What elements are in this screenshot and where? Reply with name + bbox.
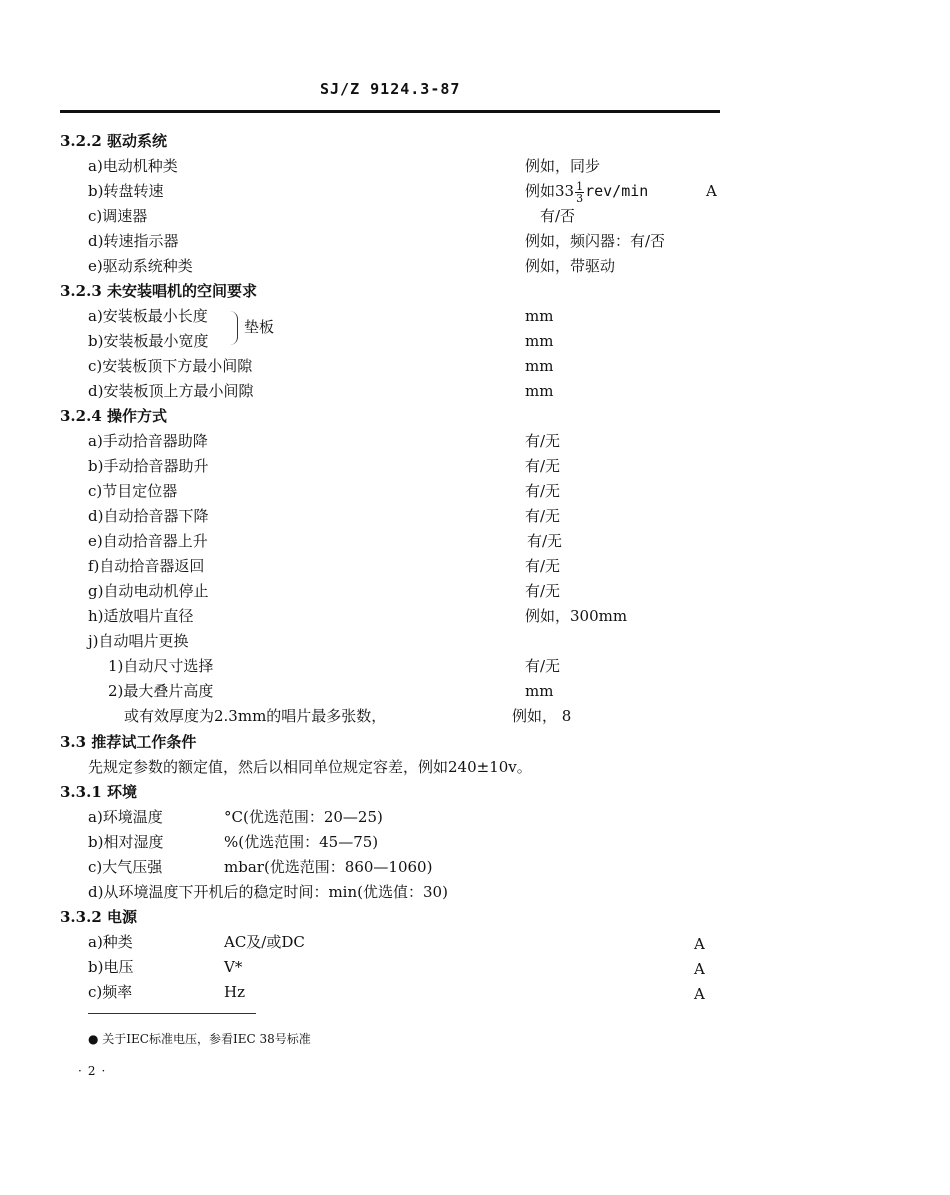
page-header: SJ/Z 9124.3-87 — [320, 80, 461, 98]
item-value: mm — [525, 357, 554, 375]
item-label: c)频率 — [88, 983, 133, 1001]
item-label: e)驱动系统种类 — [88, 257, 193, 275]
fraction — [575, 181, 584, 204]
item-value: °C(优选范围：20—25) — [224, 808, 383, 826]
item-label: f)自动拾音器返回 — [88, 557, 205, 575]
item-value: 有/否 — [540, 207, 576, 225]
item-value: AC及/或DC — [224, 933, 305, 951]
item-label: a)手动拾音器助降 — [88, 432, 208, 450]
item-label: g)自动电动机停止 — [88, 582, 209, 600]
item-label: 2)最大叠片高度 — [108, 682, 214, 700]
page-number: ·2· — [78, 1064, 112, 1078]
brace-label: 垫板 — [244, 318, 275, 336]
item-label: b)安装板最小宽度 — [88, 332, 209, 350]
item-label: c)节目定位器 — [88, 482, 178, 500]
item-value: 有/无 — [525, 557, 561, 575]
item-value: 有/无 — [527, 532, 563, 550]
item-label: b)转盘转速 — [88, 182, 164, 200]
value-unit: rev/min — [585, 182, 649, 200]
item-label: d)转速指示器 — [88, 232, 179, 250]
header-rule — [60, 110, 720, 113]
item-label: 或有效厚度为2.3mm的唱片最多张数， — [124, 707, 387, 725]
item-label: d)安装板顶上方最小间隙 — [88, 382, 254, 400]
item-label: c)安装板顶下方最小间隙 — [88, 357, 253, 375]
item-value: 例如，带驱动 — [525, 257, 616, 275]
item-value: %(优选范围：45—75) — [224, 833, 379, 851]
fraction-denominator: 3 — [576, 191, 584, 205]
category-mark: A — [694, 960, 705, 978]
item-value: 有/无 — [525, 507, 561, 525]
fraction-numerator: 1 — [576, 179, 584, 193]
item-label: 1)自动尺寸选择 — [108, 657, 214, 675]
section-heading: 3.3.1 环境 — [60, 783, 137, 801]
item-label: j)自动唱片更换 — [88, 632, 189, 650]
item-label: a)环境温度 — [88, 808, 163, 826]
item-value: mbar(优选范围：860—1060) — [224, 858, 433, 876]
item-value: Hz — [224, 983, 245, 1001]
item-label: h)适放唱片直径 — [88, 607, 194, 625]
category-mark: A — [706, 182, 717, 200]
item-label: c)大气压强 — [88, 858, 163, 876]
section-heading: 3.2.4 操作方式 — [60, 407, 167, 425]
item-value: 例如，300mm — [525, 607, 628, 625]
footnote-rule — [88, 1013, 256, 1014]
item-label: d)从环境温度下开机后的稳定时间：min(优选值：30) — [88, 883, 448, 901]
item-value — [525, 176, 648, 206]
item-value: 例如， 8 — [512, 707, 572, 725]
category-mark: A — [694, 985, 705, 1003]
section-heading: 3.3.2 电源 — [60, 908, 137, 926]
item-value: 例如，频闪器：有/否 — [525, 232, 666, 250]
item-label: a)安装板最小长度 — [88, 307, 208, 325]
section-heading: 3.2.2 驱动系统 — [60, 132, 167, 150]
item-label: c)调速器 — [88, 207, 148, 225]
paragraph: 先规定参数的额定值，然后以相同单位规定容差，例如240±10v。 — [88, 758, 532, 776]
item-value: 有/无 — [525, 432, 561, 450]
item-label: a)电动机种类 — [88, 157, 178, 175]
item-value: 例如，同步 — [525, 157, 601, 175]
item-value: mm — [525, 682, 554, 700]
section-heading: 3.2.3 未安装唱机的空间要求 — [60, 282, 257, 300]
item-label: b)手动拾音器助升 — [88, 457, 209, 475]
category-mark: A — [694, 935, 705, 953]
item-value: 有/无 — [525, 482, 561, 500]
item-value: 有/无 — [525, 657, 561, 675]
brace — [229, 311, 238, 345]
item-value: 有/无 — [525, 457, 561, 475]
item-label: b)电压 — [88, 958, 134, 976]
item-value: mm — [525, 382, 554, 400]
item-label: d)自动拾音器下降 — [88, 507, 209, 525]
footnote: ● 关于IEC标准电压，参看IEC 38号标准 — [88, 1032, 311, 1046]
item-value: mm — [525, 332, 554, 350]
value-prefix: 例如33 — [525, 182, 575, 200]
item-value: V* — [224, 958, 243, 976]
item-value: 有/无 — [525, 582, 561, 600]
item-value: mm — [525, 307, 554, 325]
item-label: a)种类 — [88, 933, 133, 951]
item-label: b)相对湿度 — [88, 833, 164, 851]
item-label: e)自动拾音器上升 — [88, 532, 208, 550]
section-heading: 3.3 推荐试工作条件 — [60, 733, 197, 751]
